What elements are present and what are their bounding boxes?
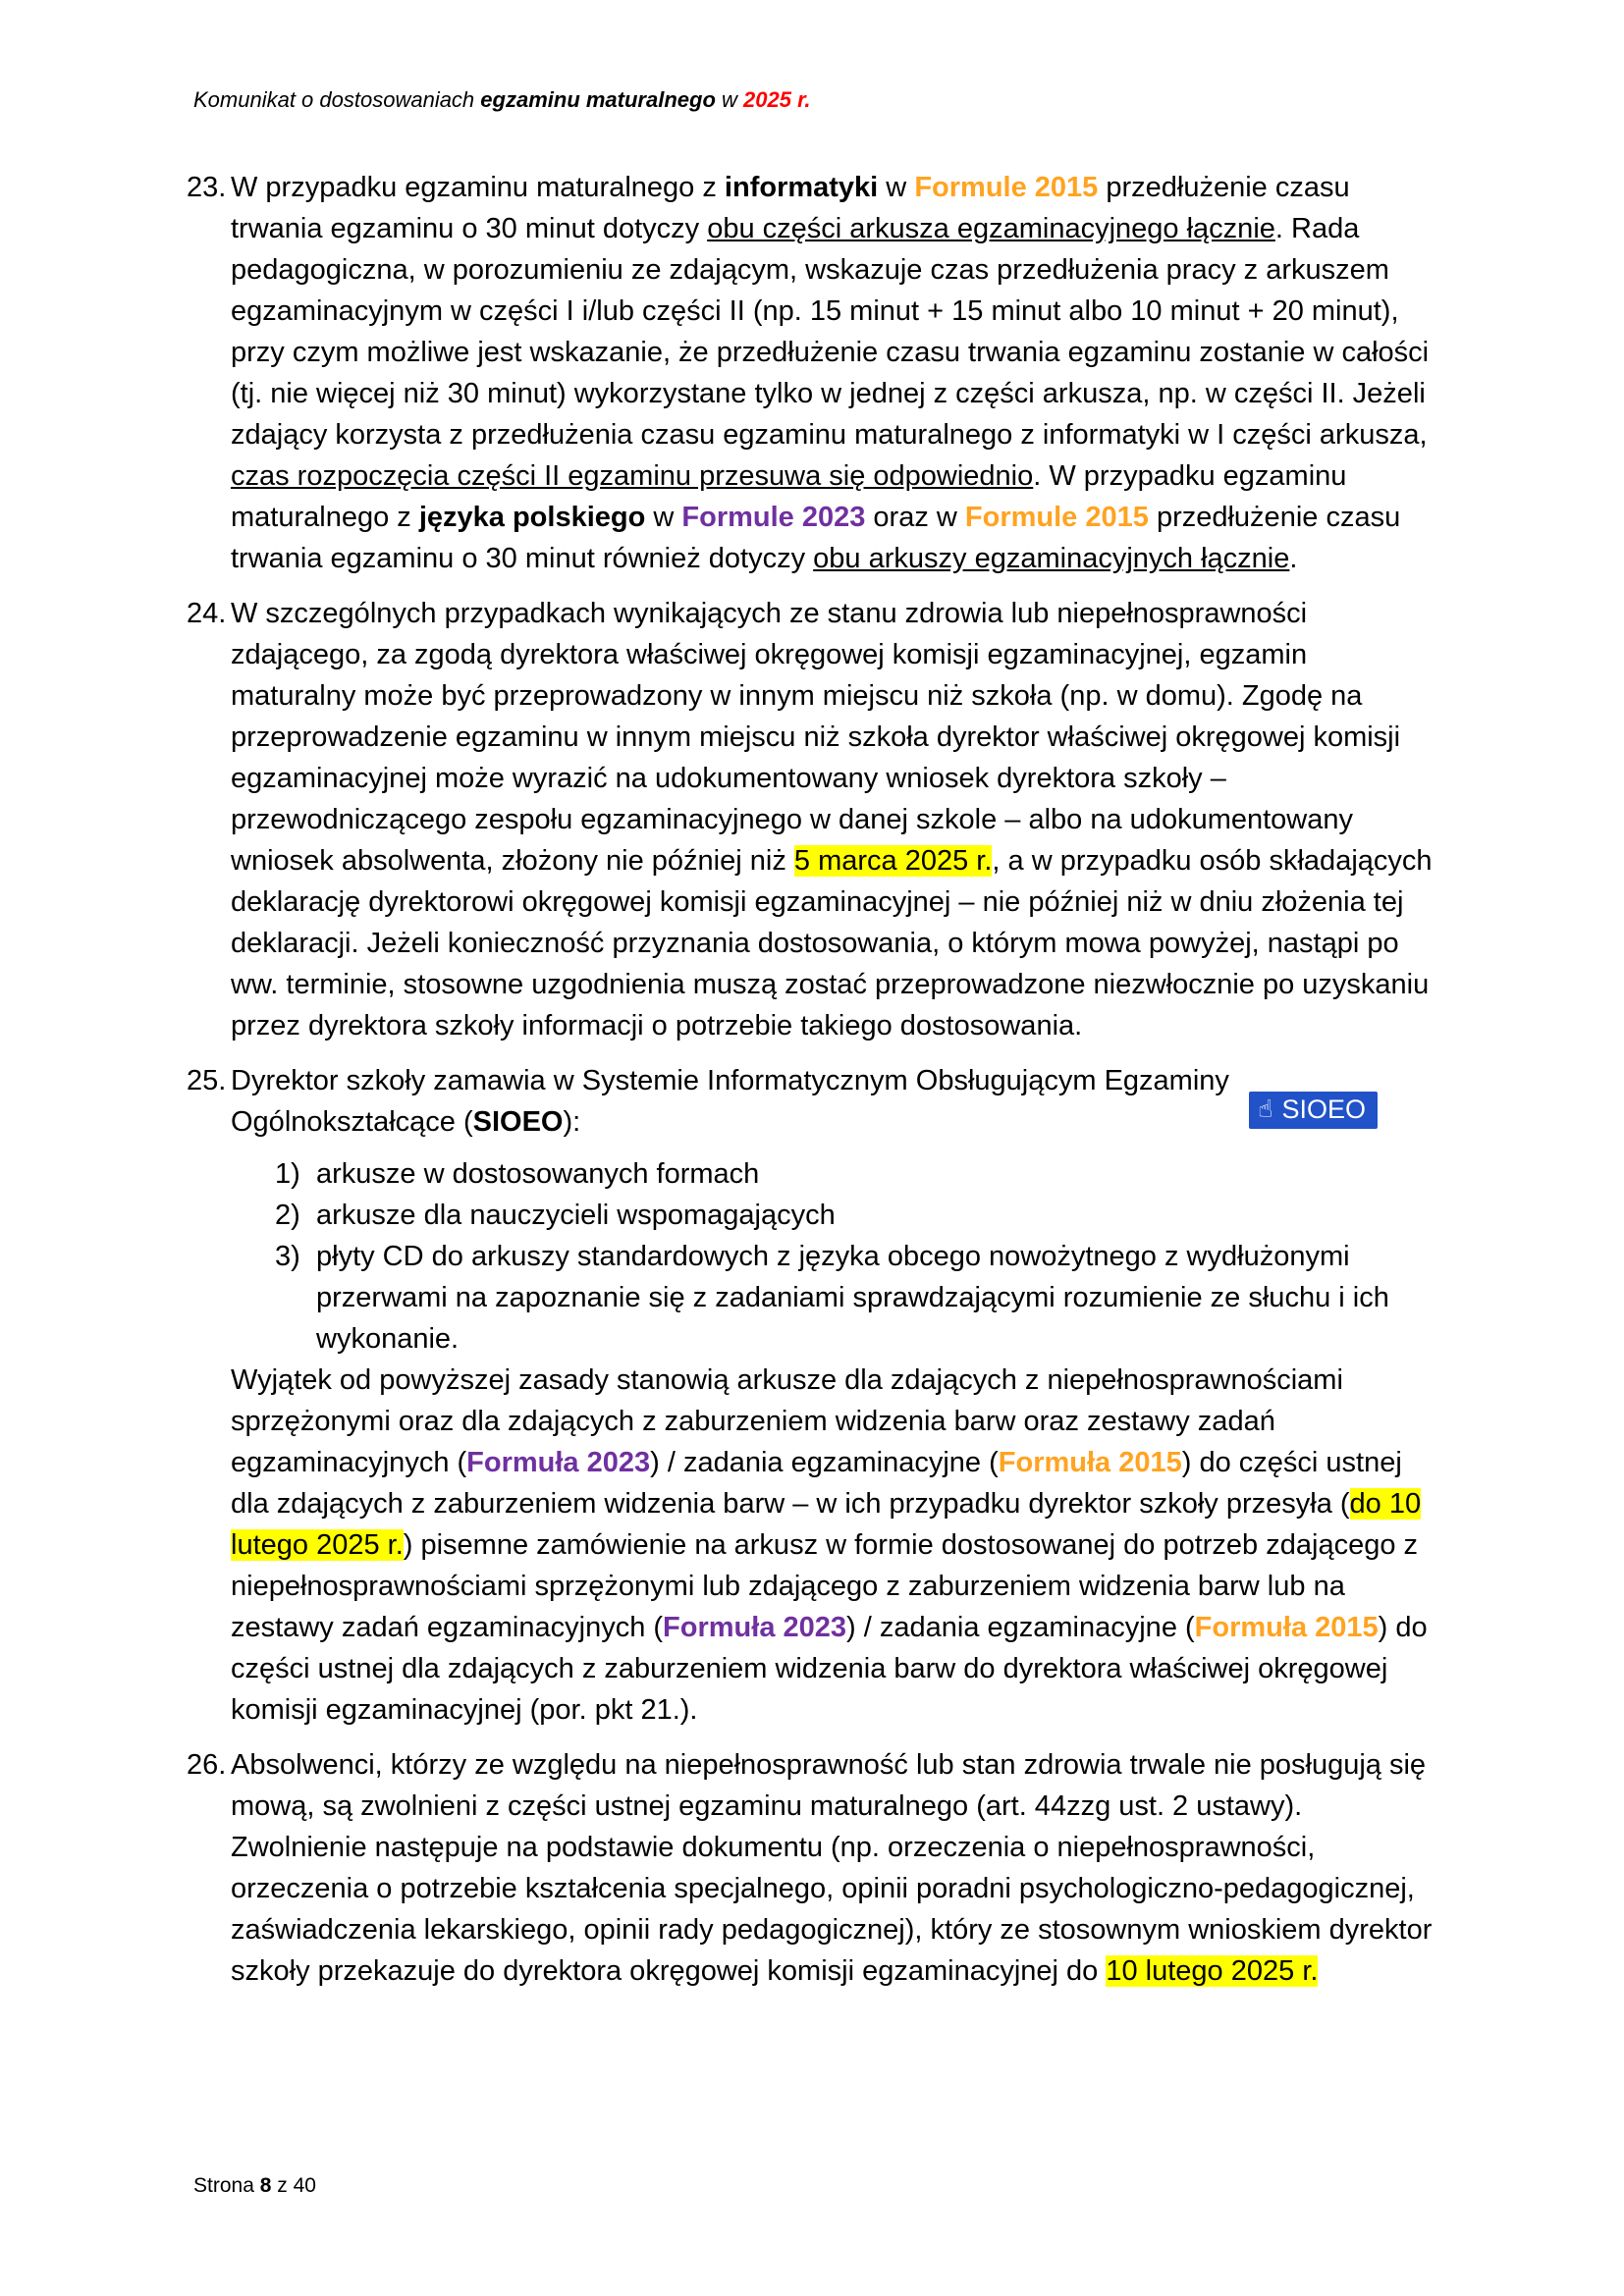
- paragraph-25: [187, 1060, 1434, 1731]
- page-header: [193, 86, 811, 114]
- text-segment: Dyrektor szkoły zamawia w Systemie Informatycznym Obsługującym Egzaminy Ogólnokształcące (: [231, 1065, 1229, 1138]
- text-segment: ) / zadania egzaminacyjne (: [650, 1447, 999, 1478]
- text-segment: 10 lutego 2025 r.: [1106, 1955, 1319, 1987]
- list-item: [231, 1195, 1434, 1236]
- text-segment: w: [645, 502, 682, 533]
- text-segment: z 40: [271, 2174, 316, 2197]
- text-segment: Strona: [193, 2174, 260, 2197]
- text-segment: . W przypadku egzaminu maturalnego z: [231, 460, 1347, 533]
- text-segment: Formuła 2023: [663, 1612, 847, 1643]
- paragraph-number: 23.: [187, 172, 227, 203]
- text-segment: ) do części ustnej dla zdających z zaburzeniem widzenia barw – w ich przypadku dyrektor szkoły przesyła (: [231, 1447, 1402, 1520]
- page-footer: [193, 2173, 316, 2199]
- text-segment: Formuła 2015: [998, 1447, 1182, 1478]
- text-segment: Formule 2023: [681, 502, 866, 533]
- text-segment: przedłużenie czasu trwania egzaminu o 30 minut dotyczy: [231, 172, 1350, 244]
- text-segment: Absolwenci, którzy ze względu na niepełnosprawność lub stan zdrowia trwale nie posługują się mową, są zwolnieni z części ustnej egzaminu maturalnego (art. 44zzg ust. 2 ustawy). Zwolnienie następuje na podstawie dokumentu (np. orzeczenia o niepełnosprawności, orzeczenia o potrzebie kształcenia specjalnego, opinii poradni psychologiczno-pedagogicznej, zaświadczenia lekarskiego, opinii rady pedagogicznej), który ze stosownym wnioskiem dyrektor szkoły przekazuje do dyrektora okręgowej komisji egzaminacyjnej do: [231, 1749, 1433, 1987]
- text-segment: . Rada pedagogiczna, w porozumieniu ze zdającym, wskazuje czas przedłużenia pracy z arkuszem egzaminacyjnym w części I i/lub części II (np. 15 minut + 15 minut albo 10 minut + 20 minut), przy czym możliwe jest wskazanie, że przedłużenie czasu trwania egzaminu zostanie w całości (tj. nie więcej niż 30 minut) wykorzystane tylko w jednej z części arkusza, np. w części II. Jeżeli zdający korzysta z przedłużenia czasu egzaminu maturalnego z informatyki w I części arkusza,: [231, 213, 1430, 451]
- list-item-text: arkusze w dostosowanych formach: [316, 1158, 760, 1190]
- paragraph-text: [231, 1744, 1434, 1992]
- text-segment: informatyki: [724, 172, 879, 203]
- numbered-sublist: [231, 1153, 1434, 1360]
- list-item: [231, 1153, 1434, 1195]
- text-segment: obu arkuszy egzaminacyjnych łącznie: [813, 543, 1290, 574]
- text-segment: Wyjątek od powyższej zasady stanowią arkusze dla zdających z niepełnosprawnościami sprzężonymi oraz dla zdających z zaburzeniem widzenia barw oraz zestawy zadań egzaminacyjnych (: [231, 1364, 1343, 1478]
- text-segment: Formuła 2023: [466, 1447, 651, 1478]
- text-segment: ) / zadania egzaminacyjne (: [846, 1612, 1195, 1643]
- text-segment: 5 marca 2025 r.: [793, 845, 993, 877]
- text-segment: oraz w: [865, 502, 965, 533]
- text-segment: Komunikat o dostosowaniach: [193, 87, 481, 112]
- text-segment: ) do części ustnej dla zdających z zaburzeniem widzenia barw do dyrektora właściwej okręgowej komisji egzaminacyjnej (por. pkt 21.).: [231, 1612, 1428, 1726]
- text-segment: SIOEO: [472, 1106, 564, 1138]
- paragraph-23: [187, 167, 1434, 579]
- text-segment: egzaminu maturalnego: [480, 87, 716, 112]
- paragraph-number: 25.: [187, 1065, 227, 1096]
- sioeo-badge-label: SIOEO: [1281, 1095, 1366, 1124]
- list-item-text: płyty CD do arkuszy standardowych z języka obcego nowożytnego z wydłużonymi przerwami na zapoznanie się z zadaniami sprawdzającymi rozumienie ze słuchu i ich wykonanie.: [316, 1241, 1389, 1355]
- list-item: [231, 1236, 1434, 1360]
- text-segment: obu części arkusza egzaminacyjnego łącznie: [707, 213, 1275, 244]
- text-segment: ) pisemne zamówienie na arkusz w formie dostosowanej do potrzeb zdającego z niepełnosprawnościami sprzężonymi lub zdającego z zaburzeniem widzenia barw lub na zestawy zadań egzaminacyjnych (: [231, 1529, 1419, 1643]
- sioeo-badge[interactable]: [1249, 1092, 1378, 1129]
- paragraph-number: 24.: [187, 598, 227, 629]
- text-segment: W przypadku egzaminu maturalnego z: [231, 172, 725, 203]
- text-segment: .: [1289, 543, 1298, 574]
- text-segment: Formule 2015: [914, 172, 1099, 203]
- text-segment: w: [878, 172, 915, 203]
- paragraph-number: 26.: [187, 1749, 227, 1781]
- paragraph-continuation-text: [231, 1360, 1434, 1731]
- text-segment: do 10 lutego 2025 r.: [231, 1488, 1422, 1561]
- list-item-marker: 1): [275, 1158, 300, 1190]
- text-segment: , a w przypadku osób składających deklarację dyrektorowi okręgowej komisji egzaminacyjnej – nie później niż w dniu złożenia tej deklaracji. Jeżeli konieczność przyznania dostosowania, o którym mowa powyżej, nastąpi po ww. terminie, stosowne uzgodnienia muszą zostać przeprowadzone niezwłocznie po uzyskaniu przez dyrektora szkoły informacji o potrzebie takiego dostosowania.: [231, 845, 1433, 1041]
- text-segment: 8: [259, 2174, 272, 2197]
- hand-click-icon: ☝: [1258, 1095, 1273, 1123]
- document-body: [187, 167, 1434, 2005]
- list-item-marker: 2): [275, 1200, 300, 1231]
- text-segment: 2025 r.: [743, 87, 811, 112]
- text-segment: czas rozpoczęcia części II egzaminu przesuwa się odpowiednio: [231, 460, 1034, 492]
- text-segment: przedłużenie czasu trwania egzaminu o 30 minut również dotyczy: [231, 502, 1401, 574]
- text-segment: języka polskiego: [418, 502, 646, 533]
- text-segment: ):: [563, 1106, 581, 1138]
- text-segment: W szczególnych przypadkach wynikających ze stanu zdrowia lub niepełnosprawności zdającego, za zgodą dyrektora właściwej okręgowej komisji egzaminacyjnej, egzamin maturalny może być przeprowadzony w innym miejscu niż szkoła (np. w domu). Zgodę na przeprowadzenie egzaminu w innym miejscu niż szkoła dyrektor właściwej okręgowej komisji egzaminacyjnej może wyrazić na udokumentowany wniosek dyrektora szkoły – przewodniczącego zespołu egzaminacyjnego w danej szkole – albo na udokumentowany wniosek absolwenta, złożony nie później niż: [231, 598, 1401, 877]
- paragraph-text: [231, 593, 1434, 1046]
- paragraph-text: [231, 167, 1434, 579]
- list-item-text: arkusze dla nauczycieli wspomagających: [316, 1200, 836, 1231]
- text-segment: Formuła 2015: [1194, 1612, 1379, 1643]
- text-segment: Formule 2015: [964, 502, 1149, 533]
- text-segment: w: [715, 87, 744, 112]
- paragraph-26: [187, 1744, 1434, 1992]
- list-item-marker: 3): [275, 1241, 300, 1272]
- paragraph-24: [187, 593, 1434, 1046]
